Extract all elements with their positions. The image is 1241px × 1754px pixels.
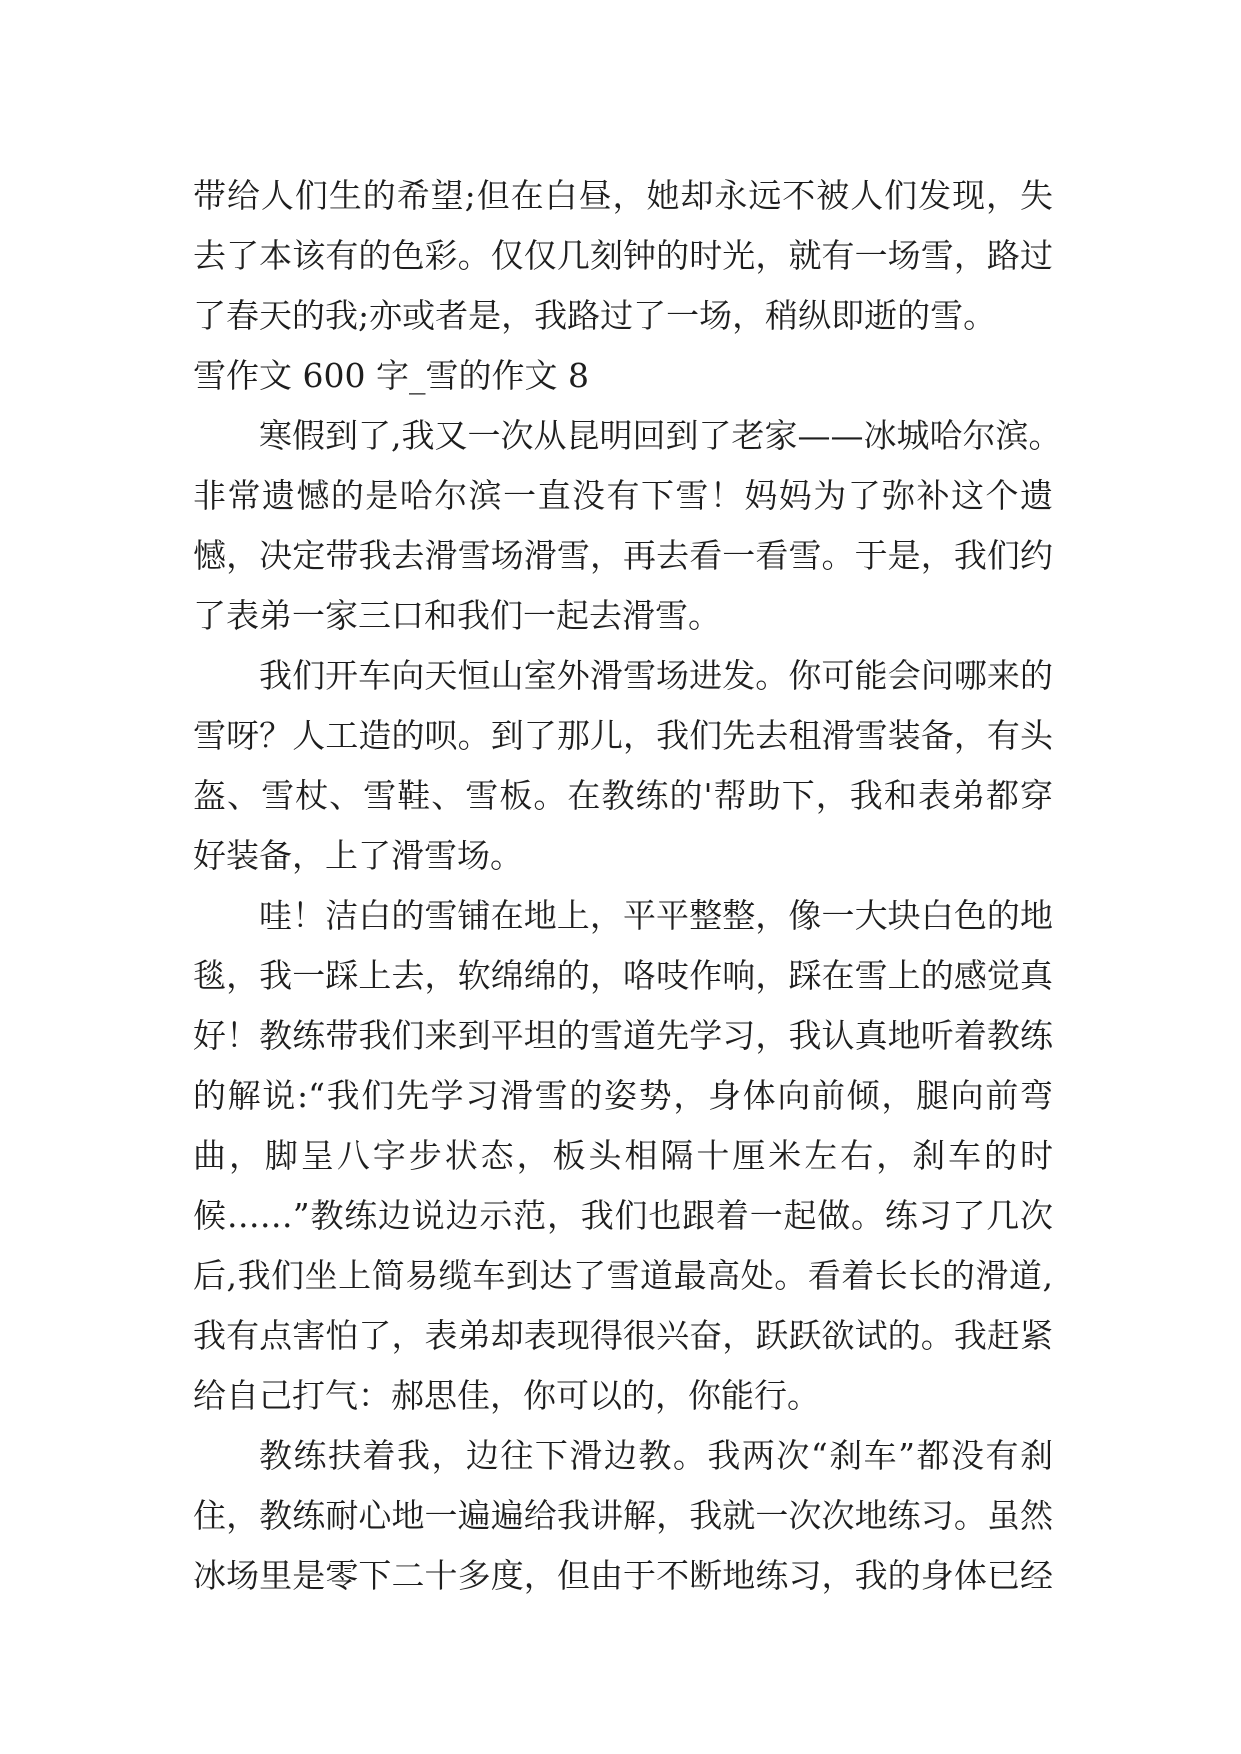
text-line: 去了本该有的色彩。仅仅几刻钟的时光，就有一场雪，路过 — [193, 236, 1053, 275]
text-line: 后,我们坐上简易缆车到达了雪道最高处。看着长长的滑道, — [193, 1256, 1053, 1295]
text-line: 冰场里是零下二十多度，但由于不断地练习，我的身体已经 — [193, 1556, 1053, 1595]
section-heading: 雪作文 600 字_雪的作文 8 — [193, 356, 589, 395]
essay-text — [193, 166, 1062, 1606]
text-line: 了春天的我;亦或者是，我路过了一场，稍纵即逝的雪。 — [193, 296, 997, 335]
text-line: 盔、雪杖、雪鞋、雪板。在教练的'帮助下，我和表弟都穿 — [193, 776, 1053, 815]
text-line: 教练扶着我，边往下滑边教。我两次“刹车”都没有刹 — [259, 1436, 1053, 1475]
text-line: 憾，决定带我去滑雪场滑雪，再去看一看雪。于是，我们约 — [193, 536, 1053, 575]
text-line: 了表弟一家三口和我们一起去滑雪。 — [193, 596, 721, 635]
text-line: 住，教练耐心地一遍遍给我讲解，我就一次次地练习。虽然 — [193, 1496, 1053, 1535]
text-line: 给自己打气：郝思佳，你可以的，你能行。 — [193, 1376, 820, 1415]
text-line: 候……”教练边说边示范，我们也跟着一起做。练习了几次 — [193, 1196, 1053, 1235]
text-line: 我们开车向天恒山室外滑雪场进发。你可能会问哪来的 — [259, 656, 1053, 695]
text-line: 曲，脚呈八字步状态，板头相隔十厘米左右，刹车的时 — [193, 1136, 1053, 1175]
text-line: 哇！洁白的雪铺在地上，平平整整，像一大块白色的地 — [259, 896, 1053, 935]
text-line: 的解说:“我们先学习滑雪的姿势，身体向前倾，腿向前弯 — [193, 1076, 1053, 1115]
text-line: 非常遗憾的是哈尔滨一直没有下雪！妈妈为了弥补这个遗 — [193, 476, 1053, 515]
text-line: 雪呀？人工造的呗。到了那儿，我们先去租滑雪装备，有头 — [193, 716, 1053, 755]
text-line: 我有点害怕了，表弟却表现得很兴奋，跃跃欲试的。我赶紧 — [193, 1316, 1053, 1355]
text-line: 好！教练带我们来到平坦的雪道先学习，我认真地听着教练 — [193, 1016, 1053, 1055]
text-line: 寒假到了,我又一次从昆明回到了老家——冰城哈尔滨。 — [259, 416, 1062, 455]
text-line: 好装备，上了滑雪场。 — [193, 836, 523, 875]
text-line: 带给人们生的希望;但在白昼，她却永远不被人们发现，失 — [193, 176, 1053, 215]
text-line: 毯，我一踩上去，软绵绵的，咯吱作响，踩在雪上的感觉真 — [193, 956, 1053, 995]
